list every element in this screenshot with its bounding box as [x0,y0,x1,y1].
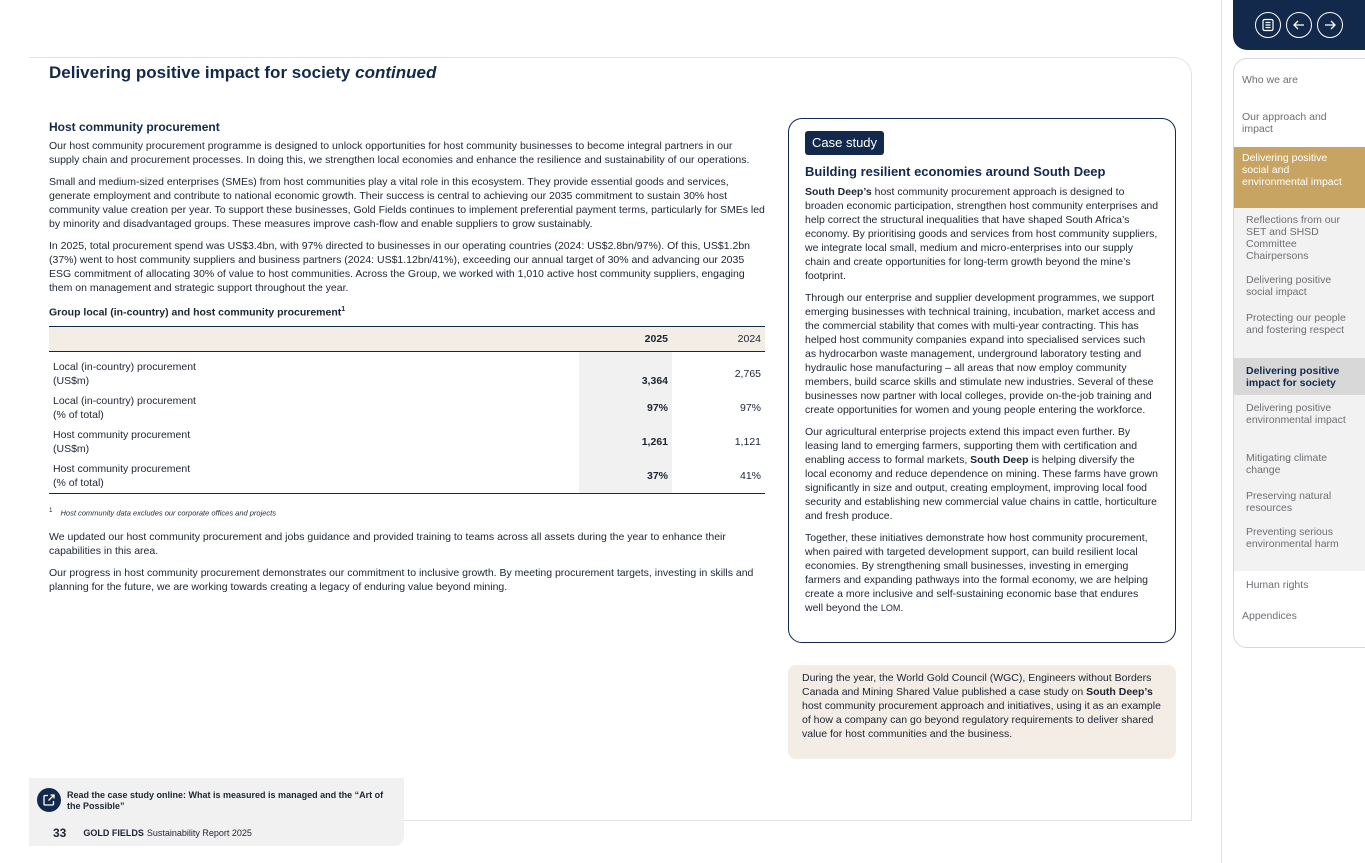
case-study-paragraph [805,531,1159,615]
report-name: Sustainability Report 2025 [146,828,252,838]
table-title-text: Group local (in-country) and host community procurement [49,306,342,319]
page-number: 33 [53,826,67,840]
cell-2024: 1,121 [734,435,761,448]
case-study-paragraph [805,185,1159,283]
cell-2025: 37% [579,459,672,494]
nav-item-who-we-are[interactable]: Who we are [1242,74,1299,86]
row-label-line2: (US$m) [53,374,90,387]
row-label-line2: (US$m) [53,442,90,455]
read-case-study-text: Read the case study online: What is measured is managed and the “Art of the Possible” [67,790,384,811]
row-label-line1: Host community procurement [53,428,191,441]
column-header-2024: 2024 [672,326,765,351]
footnote-text: Host community data excludes our corporate offices and projects [60,508,277,517]
nav-item-impact-for-society[interactable]: Delivering positive impact for society [1234,358,1365,395]
footnote-ref: 1 [341,306,346,313]
bold-text: South Deep’s [1086,686,1153,698]
nav-item-climate-change[interactable]: Mitigating climate change [1234,445,1365,485]
table-row [49,351,765,391]
case-study-title: Building resilient economies around South Deep [805,164,1106,179]
nav-item-environmental-harm[interactable]: Preventing serious environmental harm [1234,521,1365,571]
footnote-mark: 1 [49,506,53,514]
nav-item-appendices[interactable]: Appendices [1242,610,1297,622]
paragraph: Small and medium-sized enterprises (SMEs) from host communities play a vital role in this ecosystem. They provide essential goods and services, generate employment and contribute to national economic growth. Their success is central to achieving our 2035 commitment to sustain 30% host community value creation per year. To support these businesses, Gold Fields continues to implement preferential payment terms, particularly for SMEs led by minority and disadvantaged groups. These measures improve cash-flow and enable suppliers to grow sustainably. [49,176,765,230]
row-label [49,351,579,391]
brand-name: GOLD FIELDS [83,828,144,838]
row-label-line1: Local (in-country) procurement [53,394,196,407]
cell-2025: 1,261 [579,425,672,459]
nav-item-natural-resources[interactable]: Preserving natural resources [1234,485,1365,521]
table-header-label [49,326,579,351]
nav-item-reflections[interactable]: Reflections from our SET and SHSD Committee Chairpersons [1234,208,1365,270]
abbreviation: LOM [880,603,901,613]
nav-header [1233,0,1365,50]
case-study-badge: Case study [805,131,884,155]
case-study-paragraph: Through our enterprise and supplier development programmes, we support emerging businesses with technical training, incubation, market access and the commercial stability that comes with multi-year contracting. This has helped host community companies expand into specialised services such as hydrocarbon waste management, underground laboratory testing and hydraulic hose manufacturing – all areas that now employ community members, build scarce skills and stimulate new industries. Several of these businesses now partner with local colleges, provide on-the-job training and create opportunities for women and young people entering the workforce. [805,292,1156,416]
row-label-line1: Local (in-country) procurement [53,360,196,373]
nav-item-environmental-impact[interactable]: Delivering positive environmental impact [1234,395,1365,445]
table-header-row [49,326,765,351]
case-study-paragraph [805,425,1159,523]
text: During the year, the World Gold Council (WGC), Engineers without Borders Canada and Mining Shared Value published a case study on [802,672,1152,698]
text: Our agricultural enterprise projects extend this impact even further. By leasing land to emerging farmers, supporting them with certification and enabling access to formal markets, [805,426,1138,466]
nav-item-social-impact[interactable]: Delivering positive social impact [1234,270,1365,308]
bold-text: South Deep [970,454,1029,466]
section-nav [1233,58,1365,648]
external-link-icon [37,788,61,812]
paragraph: Our host community procurement programme is designed to unlock opportunities for host community businesses to become integral partners in our supply chain and procurement processes. In doing this, we strengthen local economies and enhance the resilience and sustainability of our operations. [49,140,750,166]
text: Together, these initiatives demonstrate how host community procurement, when paired with targeted development support, can build resilient local economies. By strengthening small businesses, investing in emerging farmers and expanding pathways into the formal economy, we are helping create a more inclusive and self-sustaining economic base that endures well beyond the [805,532,1148,614]
row-label-line2: (% of total) [53,408,104,421]
contents-icon[interactable] [1255,12,1281,38]
cell-2024: 2,765 [734,367,761,380]
nav-item-our-approach[interactable]: Our approach and impact [1242,111,1327,135]
paragraph: In 2025, total procurement spend was US$3.4bn, with 97% directed to businesses in our operating countries (2024: US$2.8bn/97%). Of this, US$1.2bn (37%) went to host community suppliers and business partners (2024: US$1.12bn/41%), exceeding our annual target of 30% and advancing our 2035 ESG commitment of allocating 30% of value to host communities. Across the Group, we worked with 1,010 active host community suppliers, engaging them on management and strategic support throughout the year. [49,240,750,294]
cell-2024: 41% [672,459,765,494]
nav-divider [1221,0,1222,863]
row-label-line2: (% of total) [53,476,104,489]
cell-2024: 97% [739,401,761,414]
section-heading: Host community procurement [49,120,220,134]
bold-text: South Deep’s [805,186,872,198]
column-header-2025: 2025 [579,326,672,351]
table-row [49,459,765,494]
row-label-line1: Host community procurement [53,462,191,475]
text: is helping diversify the local economy and reduce dependence on mining. These farms have grown significantly in size and output, creating employment, improving local food security and establishing new commercial value chains in cattle, horticulture and fresh produce. [805,454,1158,522]
row-label [49,425,579,459]
table-row [49,391,765,425]
cell-2025: 3,364 [579,351,672,391]
nav-item-delivering-positive-social-environmental[interactable]: Delivering positive social and environmental impact [1234,147,1365,208]
page-footer [53,826,252,840]
text: host community procurement approach and initiatives, using it as an example of how a company can go beyond regulatory requirements to deliver shared value for host communities and the business. [802,700,1161,740]
arrow-right-icon[interactable] [1317,12,1343,38]
row-label [49,459,579,494]
paragraph: We updated our host community procurement and jobs guidance and provided training to teams across all assets during the year to enhance their capabilities in this area. [49,531,726,557]
procurement-table [49,326,765,494]
row-label [49,391,579,425]
table-title [49,303,765,320]
footnote [49,504,765,521]
nav-item-human-rights[interactable]: Human rights [1234,571,1365,600]
page-title-suffix: continued [355,63,437,82]
text: . [900,602,904,614]
page-title-main: Delivering positive impact for society [49,63,351,82]
cell-2025: 97% [579,391,672,425]
case-study-box [788,118,1176,643]
page-title [49,63,436,83]
arrow-left-icon[interactable] [1286,12,1312,38]
callout-note [788,665,1176,759]
table-row [49,425,765,459]
nav-item-protecting-people[interactable]: Protecting our people and fostering respect [1234,308,1365,358]
main-column [49,120,765,602]
paragraph: Our progress in host community procurement demonstrates our commitment to inclusive growth. By meeting procurement targets, investing in skills and planning for the future, we are working towards creating a legacy of enduring value beyond mining. [49,567,754,593]
text: host community procurement approach is designed to broaden economic participation, strengthen host community enterprises and help correct the structural inequalities that have shaped South Africa’s economy. By prioritising goods and services from host community suppliers, we integrate local small, medium and micro-enterprises into our supply chain and create opportunities for long-term growth beyond the mine’s footprint. [805,186,1159,282]
